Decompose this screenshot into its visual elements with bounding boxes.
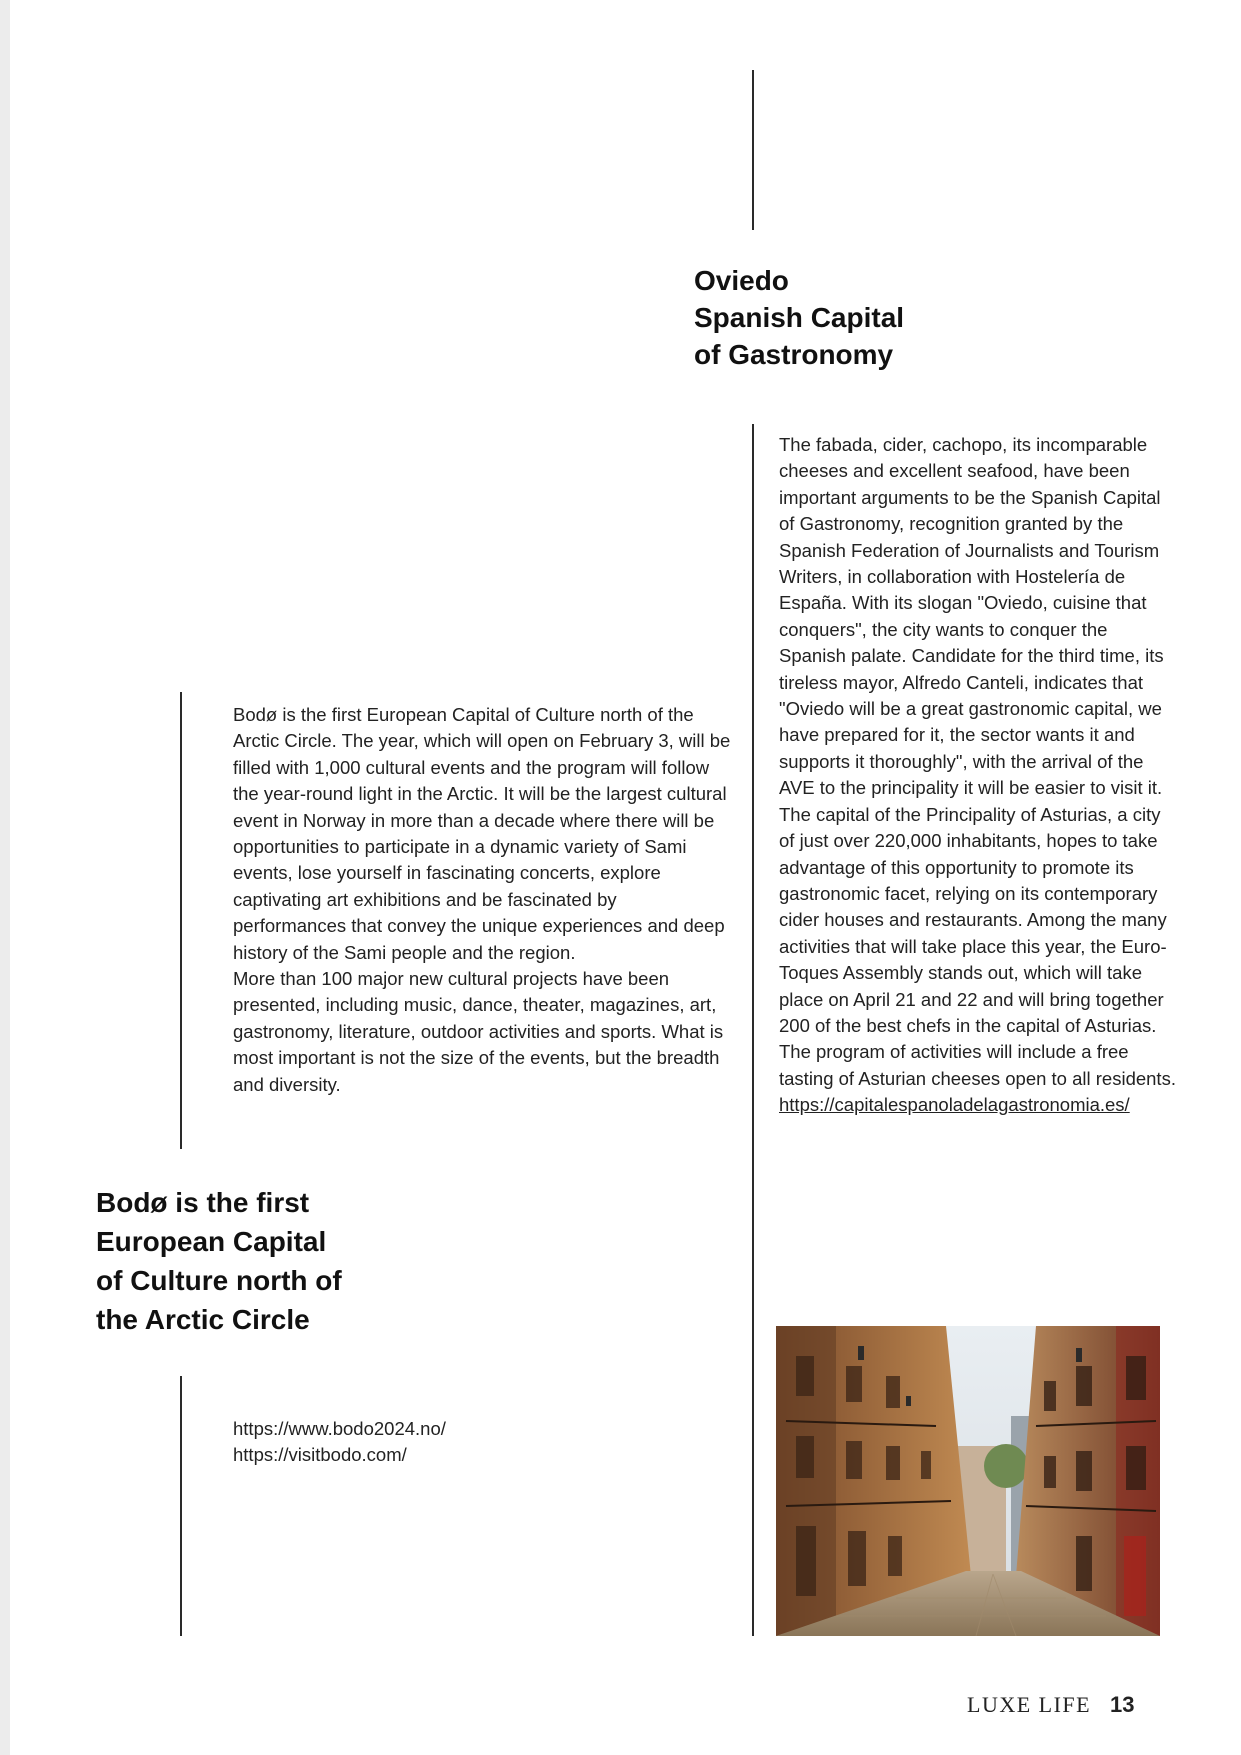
bodo-heading-line: European Capital bbox=[96, 1226, 327, 1257]
bodo-heading-line: the Arctic Circle bbox=[96, 1304, 310, 1335]
oviedo-link[interactable]: https://capitalespanoladelagastronomia.es/ bbox=[779, 1094, 1130, 1116]
oviedo-article-body bbox=[779, 432, 1179, 1119]
street-photo-icon bbox=[776, 1326, 1160, 1636]
vertical-rule-oviedo bbox=[752, 424, 754, 1636]
vertical-rule-bodo-links bbox=[180, 1376, 182, 1636]
vertical-rule-bodo-body bbox=[180, 692, 182, 1149]
bodo-links bbox=[233, 1416, 633, 1469]
oviedo-paragraph: The fabada, cider, cachopo, its incomparable cheeses and excellent seafood, have been important arguments to be the Spanish Capital of Gastronomy, recognition granted by the Spanish Federation of Journalists and Tourism Writers, in collaboration with Hostelería de España. With its slogan "Oviedo, cuisine that conquers", the city wants to conquer the Spanish palate. Candidate for the third time, its tireless mayor, Alfredo Canteli, indicates that "Oviedo will be a great gastronomic capital, we have prepared for it, the sector wants it and supports it thoroughly", with the arrival of the AVE to the principality it will be easier to visit it. bbox=[779, 434, 1164, 799]
bodo-link[interactable]: https://www.bodo2024.no/ bbox=[233, 1418, 446, 1439]
footer-brand: LUXE LIFE bbox=[967, 1692, 1092, 1717]
bodo-paragraph: Bodø is the first European Capital of Culture north of the Arctic Circle. The year, which will open on February 3, will be filled with 1,000 cultural events and the program will follow the year-round light in the Arctic. It will be the largest cultural event in Norway in more than a decade where there will be opportunities to participate in a dynamic variety of Sami events, lose yourself in fascinating concerts, explore captivating art exhibitions and be fascinated by performances that convey the unique experiences and deep history of the Sami people and the region. bbox=[233, 704, 731, 963]
bodo-heading bbox=[96, 1183, 342, 1339]
page-number: 13 bbox=[1110, 1692, 1135, 1717]
bodo-heading-line: Bodø is the first bbox=[96, 1187, 310, 1218]
oviedo-heading-line: of Gastronomy bbox=[694, 339, 894, 370]
oviedo-heading-line: Oviedo bbox=[694, 265, 789, 296]
oviedo-heading bbox=[694, 262, 904, 373]
bodo-article-body bbox=[233, 702, 733, 1098]
oviedo-paragraph: The capital of the Principality of Asturias, a city of just over 220,000 inhabitants, hopes to take advantage of this opportunity to promote its gastronomic facet, relying on its contemporary cider houses and restaurants. Among the many activities that will take place this year, the Euro-Toques Assembly stands out, which will take place on April 21 and 22 and will bring together 200 of the best chefs in the capital of Asturias. The program of activities will include a free tasting of Asturian cheeses open to all residents. bbox=[779, 803, 1176, 1089]
bodo-heading-line: of Culture north of bbox=[96, 1265, 342, 1296]
oviedo-heading-line: Spanish Capital bbox=[694, 302, 905, 333]
page-edge bbox=[0, 0, 10, 1755]
bodo-paragraph: More than 100 major new cultural projects have been presented, including music, dance, theater, magazines, art, gastronomy, literature, outdoor activities and sports. What is most important is not the size of the events, but the breadth and diversity. bbox=[233, 968, 724, 1095]
vertical-rule-top bbox=[752, 70, 754, 230]
bodo-link[interactable]: https://visitbodo.com/ bbox=[233, 1444, 407, 1466]
